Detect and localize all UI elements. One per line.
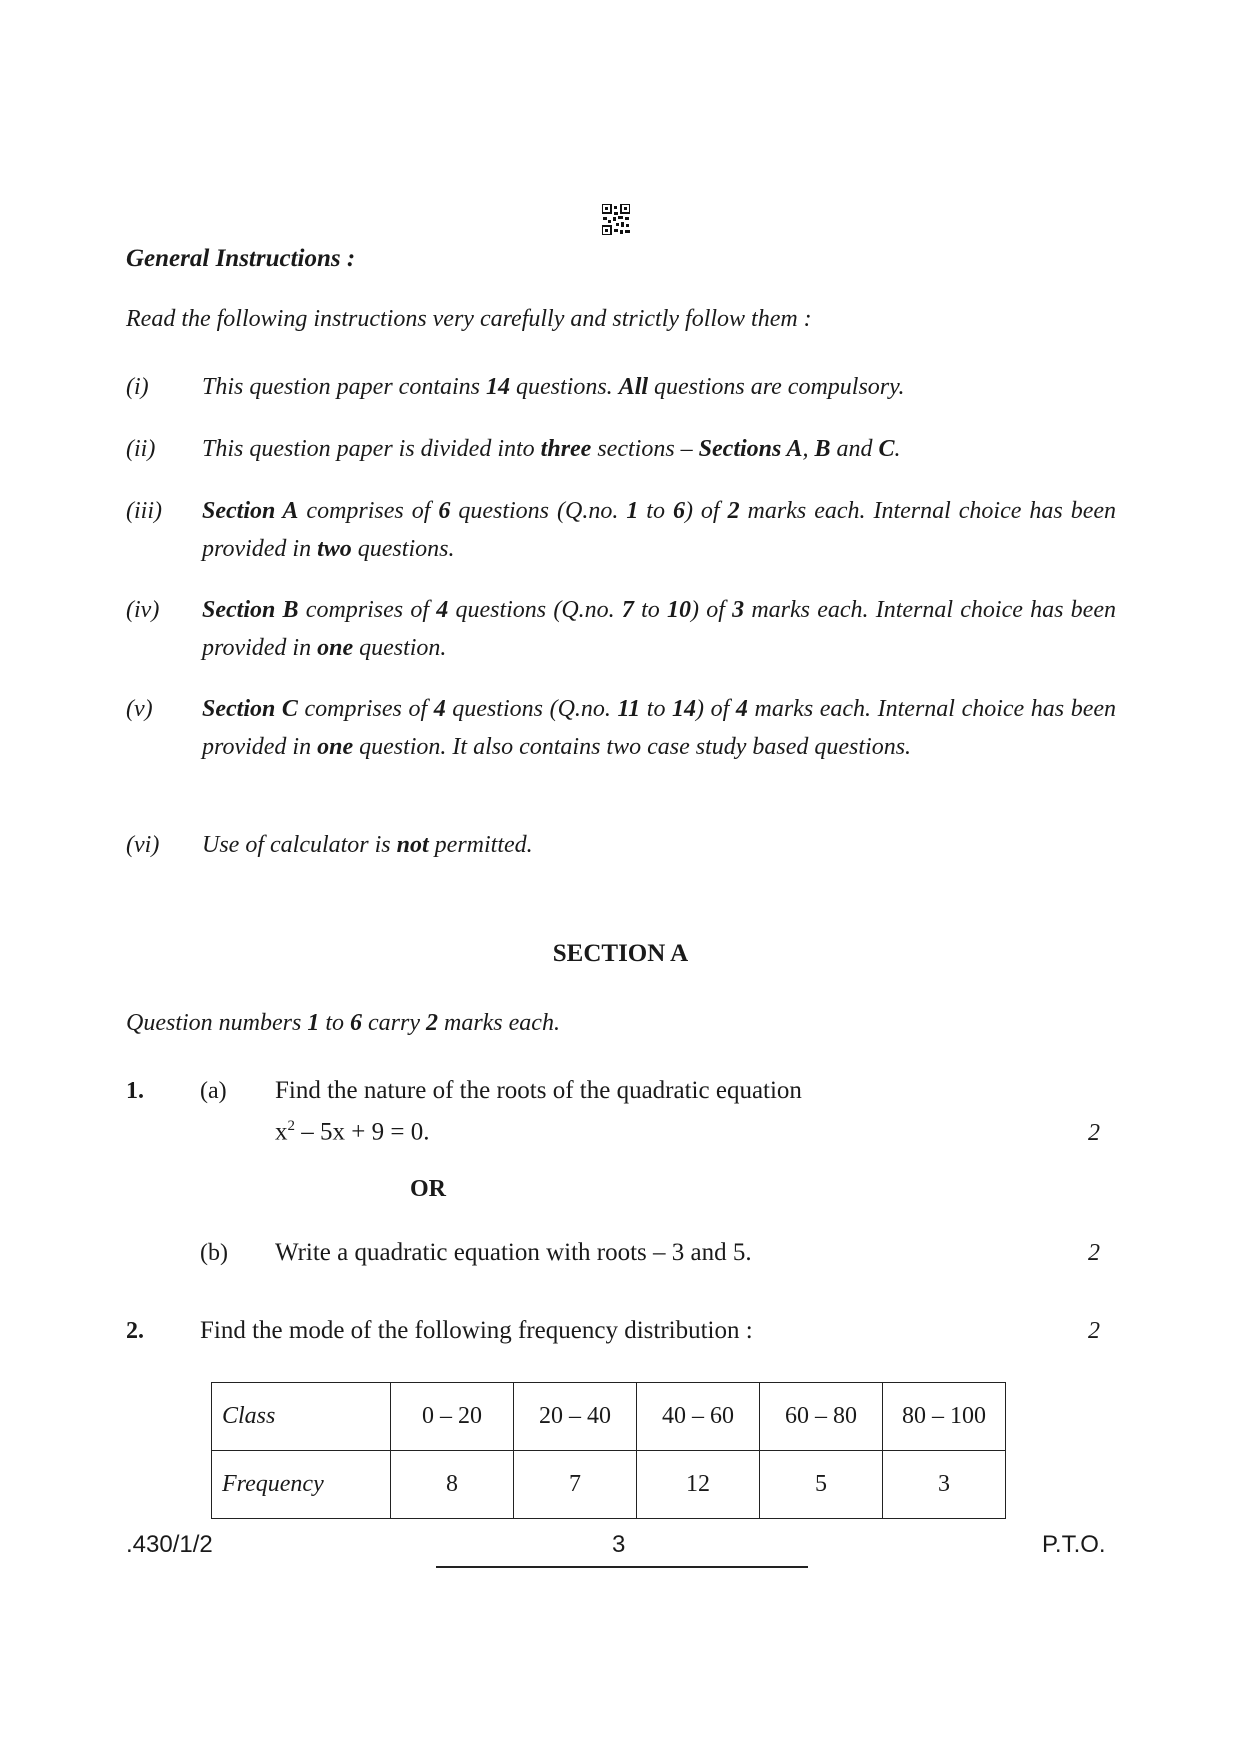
marks: 2	[1088, 1120, 1100, 1146]
instruction-number: (ii)	[126, 436, 156, 462]
option-label: (a)	[200, 1078, 227, 1104]
instruction-number: (i)	[126, 374, 149, 400]
table-cell: 80 – 100	[883, 1383, 1006, 1451]
instruction-text: This question paper is divided into three sections – Sections A, B and C.	[202, 436, 901, 462]
table-row	[212, 1451, 1006, 1519]
equation-rest: – 5x + 9 = 0.	[295, 1118, 430, 1146]
section-note: Question numbers 1 to 6 carry 2 marks each.	[126, 1010, 560, 1036]
instruction-text: This question paper contains 14 questions. All questions are compulsory.	[202, 374, 905, 400]
table-cell: 60 – 80	[760, 1383, 883, 1451]
equation-exponent: 2	[287, 1118, 295, 1134]
table-row	[212, 1383, 1006, 1451]
equation-variable: x	[275, 1118, 288, 1146]
question-text: Find the mode of the following frequency distribution :	[200, 1317, 753, 1344]
table-cell: 5	[760, 1451, 883, 1519]
option-label: (b)	[200, 1240, 228, 1266]
quadratic-equation	[275, 1118, 429, 1146]
pto-label: P.T.O.	[1042, 1531, 1106, 1558]
table-cell: 7	[514, 1451, 637, 1519]
table-cell: 3	[883, 1451, 1006, 1519]
instruction-text: Use of calculator is not permitted.	[202, 832, 533, 858]
page-number: 3	[612, 1531, 626, 1558]
paper-code: .430/1/2	[126, 1531, 213, 1558]
instruction-text: Section A comprises of 6 questions (Q.no. 1 to 6) of 2 marks each. Internal choice has been provided in two questions.	[202, 498, 1117, 562]
table-cell: 0 – 20	[391, 1383, 514, 1451]
or-separator: OR	[410, 1176, 446, 1202]
table-cell: 40 – 60	[637, 1383, 760, 1451]
row-header-class: Class	[212, 1383, 391, 1451]
qr-code-icon	[602, 204, 630, 235]
marks: 2	[1088, 1240, 1100, 1266]
instructions-heading: General Instructions :	[126, 245, 356, 272]
instruction-text: Section B comprises of 4 questions (Q.no. 7 to 10) of 3 marks each. Internal choice has been provided in one question.	[202, 597, 1116, 661]
instruction-number: (iii)	[126, 498, 162, 524]
question-number: 2.	[126, 1318, 144, 1344]
table-cell: 12	[637, 1451, 760, 1519]
instruction-number: (v)	[126, 696, 153, 722]
question-text: Find the nature of the roots of the quadratic equation	[275, 1077, 802, 1104]
table-cell: 20 – 40	[514, 1383, 637, 1451]
row-header-frequency: Frequency	[212, 1451, 391, 1519]
footer-rule	[436, 1566, 808, 1568]
marks: 2	[1088, 1318, 1100, 1344]
instructions-intro: Read the following instructions very carefully and strictly follow them :	[126, 306, 812, 332]
instruction-text: Section C comprises of 4 questions (Q.no. 11 to 14) of 4 marks each. Internal choice has been provided in one question. It also contains two case study based questions.	[202, 696, 1117, 760]
table-cell: 8	[391, 1451, 514, 1519]
section-title: SECTION A	[552, 940, 689, 967]
question-text: Write a quadratic equation with roots – 3 and 5.	[275, 1239, 752, 1266]
instruction-number: (vi)	[126, 832, 160, 858]
frequency-table	[211, 1382, 1006, 1519]
instruction-number: (iv)	[126, 597, 160, 623]
question-number: 1.	[126, 1078, 144, 1104]
